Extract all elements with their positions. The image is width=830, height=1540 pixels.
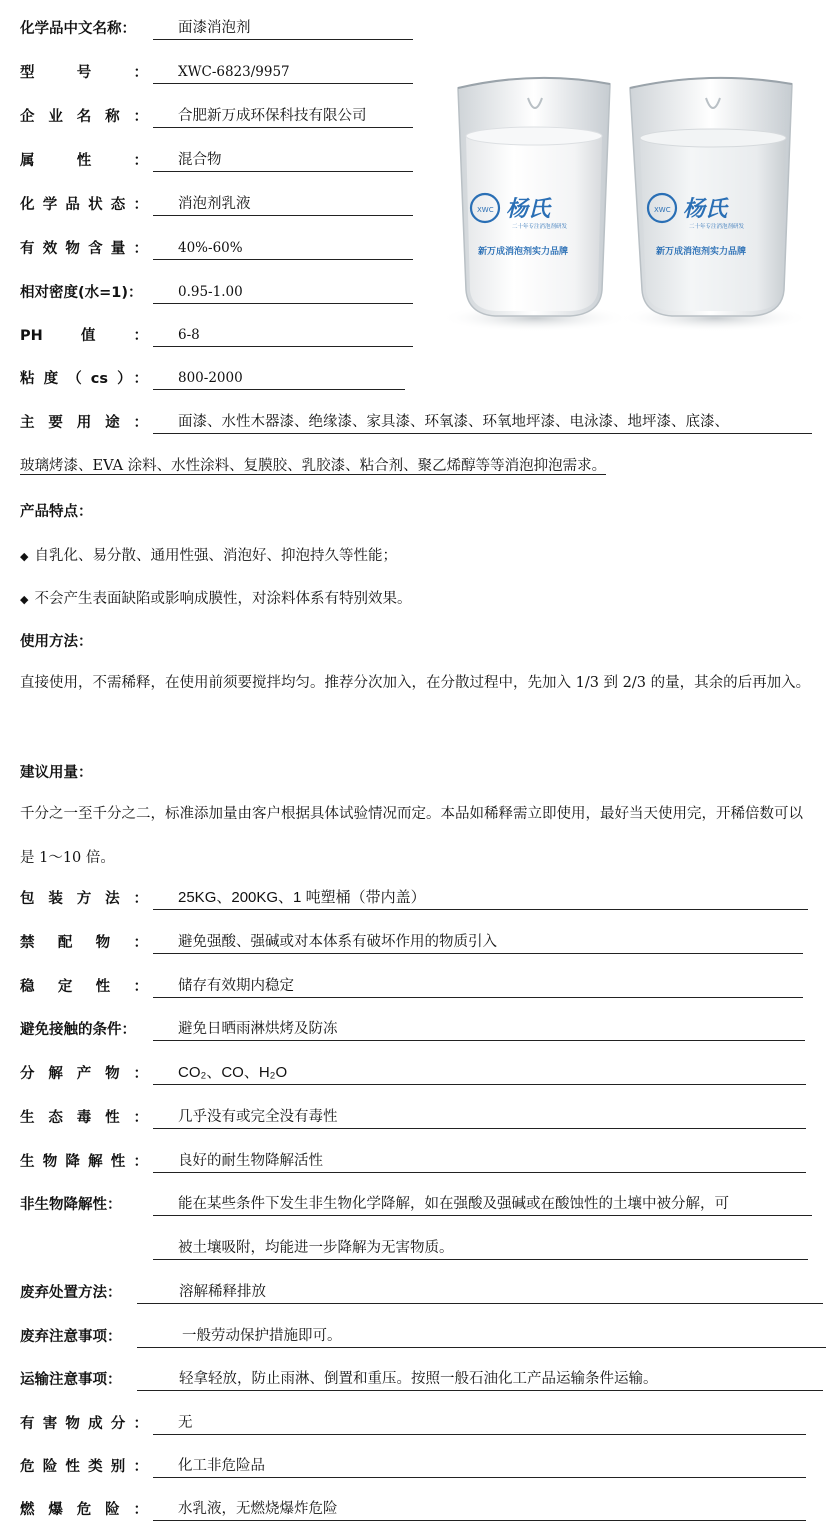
milky-beaker <box>458 78 610 316</box>
field-label: 化学品中文名称： <box>20 21 136 37</box>
brand-code: XWC <box>654 206 671 214</box>
field-value: 避免强酸、强碱或对本体系有破坏作用的物质引入 <box>153 932 803 954</box>
field-value: 水乳液，无燃烧爆炸危险 <box>153 1499 806 1521</box>
field-value: 40%-60% <box>153 238 413 260</box>
field-value: 轻拿轻放，防止雨淋、倒置和重压。按照一般石油化工产品运输条件运输。 <box>137 1369 823 1391</box>
field-value-continued: 被土壤吸附，均能进一步降解为无害物质。 <box>153 1238 808 1260</box>
field-value: 混合物 <box>153 150 413 172</box>
field-label: 有害物成分： <box>20 1416 148 1432</box>
field-value: 面漆、水性木器漆、绝缘漆、家具漆、环氧漆、环氧地坪漆、电泳漆、地坪漆、底漆、 <box>153 412 812 434</box>
brand-name: 杨氏 <box>506 197 551 222</box>
field-label: 运输注意事项： <box>20 1372 122 1388</box>
field-value: 消泡剂乳液 <box>153 194 413 216</box>
field-label: 包装方法： <box>20 891 148 907</box>
diamond-bullet-icon: ◆ <box>20 550 29 563</box>
field-value: 能在某些条件下发生非生物化学降解，如在强酸及强碱或在酸蚀性的土壤中被分解，可 <box>153 1194 812 1216</box>
dosage-heading: 建议用量： <box>20 765 93 781</box>
field-label: 化学品状态： <box>20 197 148 213</box>
field-abiotic-degradation <box>20 1194 812 1216</box>
brand-code: XWC <box>477 206 494 214</box>
brand-name: 杨氏 <box>683 197 728 222</box>
field-value: 溶解稀释排放 <box>137 1282 823 1304</box>
field-label: 生态毒性： <box>20 1110 148 1126</box>
field-label: 型号： <box>20 65 148 81</box>
field-value: 化工非危险品 <box>153 1456 806 1478</box>
feature-item <box>20 544 397 565</box>
field-label: 禁配物： <box>20 935 148 951</box>
clear-beaker <box>630 78 792 316</box>
field-label: 危险性类别： <box>20 1459 148 1475</box>
field-value: CO₂、CO、H₂O <box>153 1063 806 1085</box>
field-label: 稳定性： <box>20 979 148 995</box>
feature-item <box>20 587 411 608</box>
usage-continuation: 玻璃烤漆、EVA 涂料、水性涂料、复膜胶、乳胶漆、粘合剂、聚乙烯醇等等消泡抑泡需求。 <box>20 458 607 474</box>
field-label: 属性： <box>20 153 148 169</box>
field-label: 分解产物： <box>20 1066 148 1082</box>
field-value: 一般劳动保护措施即可。 <box>137 1326 826 1348</box>
features-heading: 产品特点： <box>20 504 93 520</box>
brand-small-text: 二十年专注消泡剂研发 <box>689 224 745 230</box>
brand-tagline: 新万成消泡剂实力品牌 <box>478 247 569 257</box>
field-label: 避免接触的条件： <box>20 1022 136 1038</box>
field-label: PH值： <box>20 328 148 344</box>
field-label: 废弃注意事项： <box>20 1329 122 1345</box>
feature-text: 不会产生表面缺陷或影响成膜性，对涂料体系有特别效果。 <box>34 591 412 607</box>
field-value: 无 <box>153 1413 806 1435</box>
field-value: 几乎没有或完全没有毒性 <box>153 1107 806 1129</box>
method-text: 直接使用，不需稀释，在使用前须要搅拌均匀。推荐分次加入，在分散过程中，先加入 1/3 到 2/3 的量，其余的后再加入。 <box>20 675 811 691</box>
field-value: 800-2000 <box>153 368 405 390</box>
diamond-bullet-icon: ◆ <box>20 593 29 606</box>
product-photo <box>440 58 812 348</box>
field-label: 非生物降解性： <box>20 1197 122 1213</box>
brand-small-text: 二十年专注消泡剂研发 <box>512 224 568 230</box>
field-value: 25KG、200KG、1 吨塑桶（带内盖） <box>153 888 808 910</box>
field-value: 面漆消泡剂 <box>153 18 413 40</box>
field-label: 生物降解性： <box>20 1154 148 1170</box>
feature-text: 自乳化、易分散、通用性强、消泡好、抑泡持久等性能； <box>34 548 397 564</box>
field-label: 主要用途： <box>20 415 148 431</box>
field-value: XWC-6823/9957 <box>153 62 413 84</box>
field-value: 储存有效期内稳定 <box>153 976 803 998</box>
field-label: 企业名称： <box>20 109 148 125</box>
field-usage <box>20 412 812 434</box>
field-value: 良好的耐生物降解活性 <box>153 1151 806 1173</box>
field-label: 废弃处置方法： <box>20 1285 122 1301</box>
field-value: 0.95-1.00 <box>153 282 413 304</box>
field-label: 燃爆危险： <box>20 1502 148 1518</box>
usage-line2 <box>20 455 606 477</box>
field-value: 6-8 <box>153 325 413 347</box>
field-label: 有效物含量： <box>20 241 148 257</box>
field-value: 合肥新万成环保科技有限公司 <box>153 106 413 128</box>
method-heading: 使用方法： <box>20 634 93 650</box>
field-value: 避免日晒雨淋烘烤及防冻 <box>153 1019 805 1041</box>
field-label: 相对密度(水=1)： <box>20 285 143 301</box>
dosage-text: 千分之一至千分之二，标准添加量由客户根据具体试验情况而定。本品如稀释需立即使用，最好当天使用完，开稀倍数可以是 1～10 倍。 <box>20 806 803 866</box>
brand-tagline: 新万成消泡剂实力品牌 <box>656 247 747 257</box>
field-label: 粘度（cs）： <box>20 371 148 387</box>
